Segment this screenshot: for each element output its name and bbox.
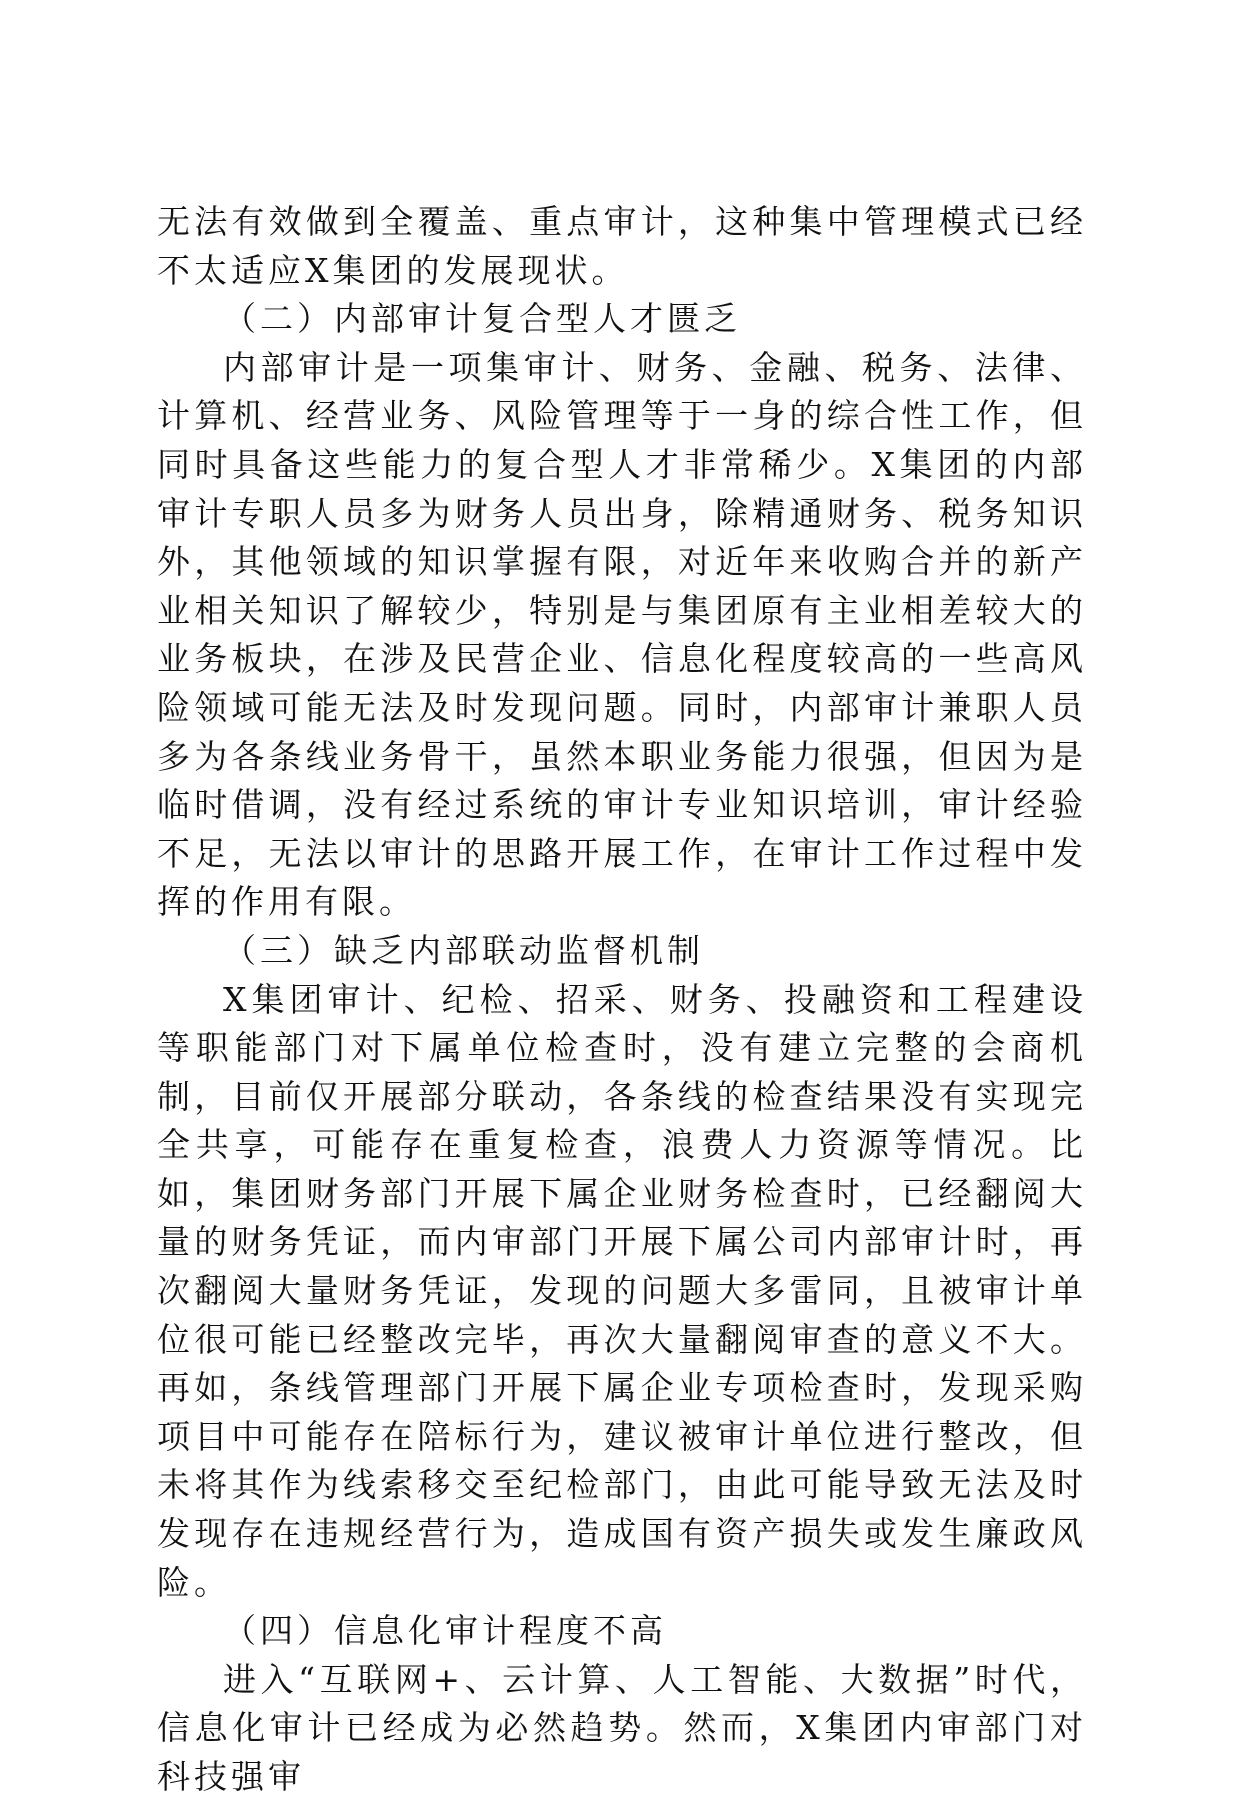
paragraph: X集团审计、纪检、招采、财务、投融资和工程建设等职能部门对下属单位检查时，没有建立完整的会商机制，目前仅开展部分联动，各条线的检查结果没有实现完全共享，可能存在重复检查，浪费人力资源等情况。比如，集团财务部门开展下属企业财务检查时，已经翻阅大量的财务凭证，而内审部门开展下属公司内部审计时，再次翻阅大量财务凭证，发现的问题大多雷同，且被审计单位很可能已经整改完毕，再次大量翻阅审查的意义不大。再如，条线管理部门开展下属企业专项检查时，发现采购项目中可能存在陪标行为，建议被审计单位进行整改，但未将其作为线索移交至纪检部门，由此可能导致无法及时发现存在违规经营行为，造成国有资产损失或发生廉政风险。	[157, 979, 1087, 1602]
section-heading-4: （四）信息化审计程度不高	[223, 1611, 667, 1651]
document-body	[157, 198, 1087, 1802]
section-heading-3: （三）缺乏内部联动监督机制	[223, 930, 704, 970]
paragraph: 进入“互联网+、云计算、人工智能、大数据”时代，信息化审计已经成为必然趋势。然而，X集团内审部门对科技强审	[157, 1659, 1087, 1796]
paragraph-continued: 无法有效做到全覆盖、重点审计，这种集中管理模式已经不太适应X集团的发展现状。	[157, 202, 1087, 290]
section-heading-2: （二）内部审计复合型人才匮乏	[223, 299, 741, 339]
paragraph: 内部审计是一项集审计、财务、金融、税务、法律、计算机、经营业务、风险管理等于一身的综合性工作，但同时具备这些能力的复合型人才非常稀少。X集团的内部审计专职人员多为财务人员出身，除精通财务、税务知识外，其他领域的知识掌握有限，对近年来收购合并的新产业相关知识了解较少，特别是与集团原有主业相差较大的业务板块，在涉及民营企业、信息化程度较高的一些高风险领域可能无法及时发现问题。同时，内部审计兼职人员多为各条线业务骨干，虽然本职业务能力很强，但因为是临时借调，没有经过系统的审计专业知识培训，审计经验不足，无法以审计的思路开展工作，在审计工作过程中发挥的作用有限。	[157, 347, 1087, 922]
